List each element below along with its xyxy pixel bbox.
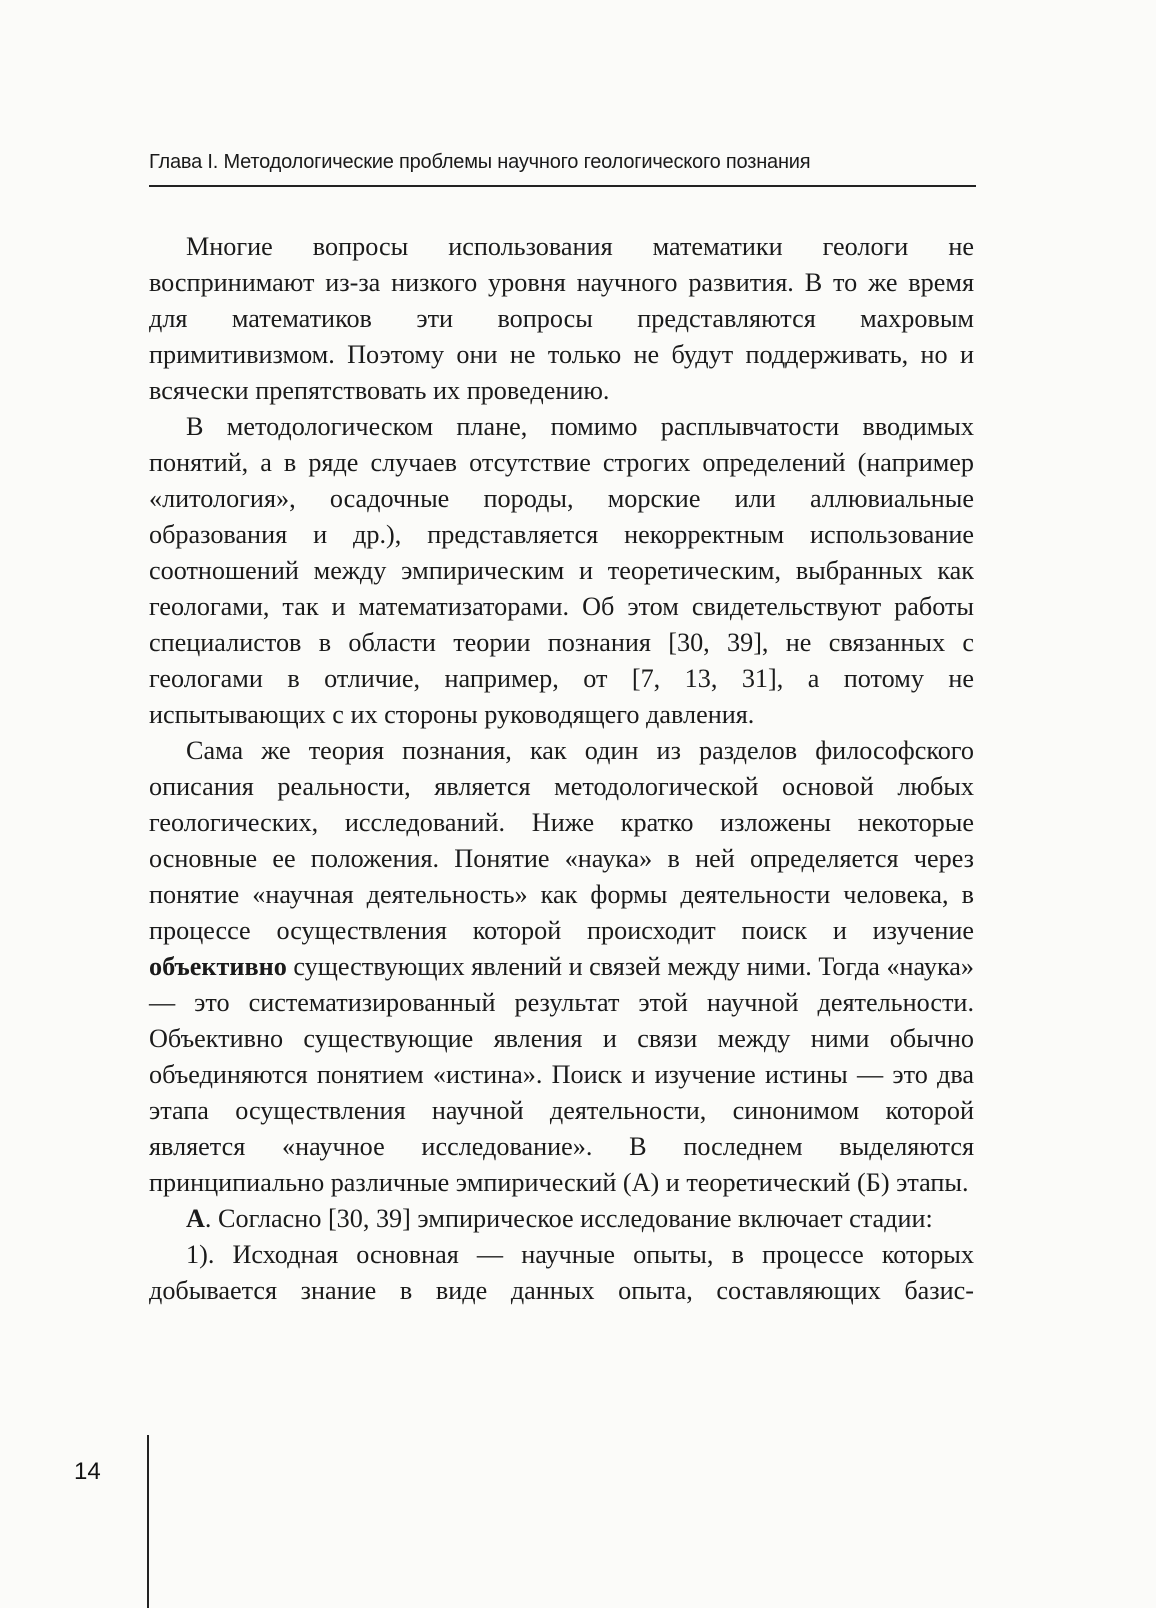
paragraph-3-text-before: Сама же теория познания, как один из разделов философского описания реальности, является методологической основой любых геологических, исследований. Ниже кратко изложены некоторые основные ее положения. Понятие «наука» в ней определяется через понятие «научная деятельность» как формы деятельности человека, в процессе осуществления которой происходит поиск и изучение xyxy=(149,736,974,945)
emphasis-objectively: объективно xyxy=(149,952,287,981)
paragraph-4-text: . Согласно [30, 39] эмпирическое исследование включает стадии: xyxy=(204,1204,933,1233)
body-text xyxy=(149,229,974,1309)
paragraph-2: В методологическом плане, помимо расплывчатости вводимых понятий, а в ряде случаев отсутствие строгих определений (например «литология», осадочные породы, морские или аллювиальные образования и др.), представляется некорректным использование соотношений между эмпирическим и теоретическим, выбранных как геологами, так и математизаторами. Об этом свидетельствуют работы специалистов в области теории познания [30, 39], не связанных с геологами в отличие, например, от [7, 13, 31], а потому не испытывающих с их стороны руководящего давления. xyxy=(149,412,974,729)
folio-rule xyxy=(147,1435,149,1608)
paragraph-4 xyxy=(149,1201,974,1237)
running-head-chapter-title: Глава I. Методологические проблемы научного геологического познания xyxy=(149,151,811,173)
paragraph-5 xyxy=(149,1237,974,1309)
paragraph-5-text: 1). Исходная основная — научные опыты, в процессе которых добывается знание в виде данных опыта, составляющих базис- xyxy=(149,1240,974,1305)
paragraph-3-text-after: существующих явлений и связей между ними. Тогда «наука» — это систематизированный результат этой научной деятельности. Объективно существующие явления и связи между ними обычно объединяются понятием «истина». Поиск и изучение истины — это два этапа осуществления научной деятельности, синонимом которой является «научное исследование». В последнем выделяются принципиально различные эмпирический (А) и теоретический (Б) этапы. xyxy=(149,952,974,1197)
paragraph-3 xyxy=(149,733,974,1201)
header-rule xyxy=(149,185,976,187)
page-number: 14 xyxy=(74,1458,101,1485)
paragraph-1: Многие вопросы использования математики геологи не воспринимают из-за низкого уровня научного развития. В то же время для математиков эти вопросы представляются махровым примитивизмом. Поэтому они не только не будут поддерживать, но и всячески препятствовать их проведению. xyxy=(149,232,974,405)
section-letter-a: А xyxy=(186,1204,205,1233)
